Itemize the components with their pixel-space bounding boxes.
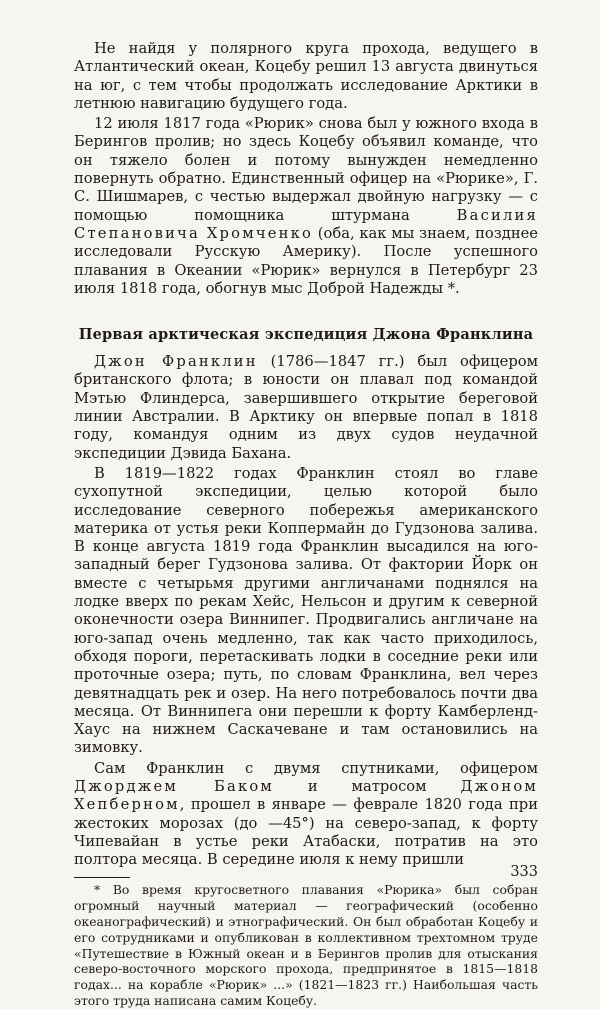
page-number: 333 (510, 864, 538, 880)
winter-march-text-b: и матросом (274, 777, 461, 795)
franklin-intro-text: (1786—1847 гг.) был офицером британского флота; в юности он плавал под командой Мэтью Флиндерса, завершившего открытие береговой линии Австралии. В Арктику он впервые попал в 1818 году, командуя одним из двух судов неудачной экспедиции Дэвида Бахана. (74, 353, 538, 462)
paragraph-franklin-intro (74, 353, 538, 463)
footnote: * Во время кругосветного плавания «Рюрика» был собран огромный научный материал — географический (особенно океанографический) и этнографический. Он был обработан Коцебу и его сотрудниками и опубликован в коллективном трехтомном труде «Путешествие в Южный океан и в Берингов пролив для отыскания северо-восточного морского прохода, предпринятое в 1815—1818 годах... на корабле «Рюрик» ...» (1821—1823 гг.) Наибольшая часть этого труда написана самим Коцебу. (74, 882, 538, 1009)
khromchenko-name: Василия Степановича Хромченко (74, 206, 538, 242)
paragraph-winter-march (74, 760, 538, 870)
back-name: Джорджем Баком (74, 777, 275, 795)
winter-march-text-c: , прошел в январе — феврале 1820 года при жестоких морозах (до —45°) на северо-запад, к форту Чипевайан в устье реки Атабаски, потратив на это полтора месяца. В середине июля к нему пришли (74, 796, 538, 869)
section-heading: Первая арктическая экспедиция Джона Франклина (78, 326, 534, 344)
paragraph-kotzebue-south: Не найдя у полярного круга прохода, ведущего в Атлантический океан, Коцебу решил 13 августа двинуться на юг, с тем чтобы продолжать исследование Арктики в летнюю навигацию будущего года. (74, 40, 538, 112)
winter-march-text-a: Сам Франклин с двумя спутниками, офицером (94, 759, 538, 777)
paragraph-land-expedition: В 1819—1822 годах Франклин стоял во главе сухопутной экспедиции, целью которой было исследование северного побережья американского материка от устья реки Коппермайн до Гудзонова залива. В конце августа 1819 года Франклин высадился на юго-западный берег Гудзонова залива. От фактории Йорк он вместе с четырьмя другими англичанами поднялся на лодке вверх по рекам Хейс, Нельсон и другим к северной оконечности озера Виннипег. Продвигались англичане на юго-запад очень медленно, так как часто приходилось, обходя пороги, перетаскивать лодки в соседние реки или проточные озера; путь, по словам Франклина, вел через девятнадцать рек и озер. На него потребовалось почти два месяца. От Виннипега они перешли к форту Камберленд-Хаус на нижнем Саскачеване и там остановились на зимовку. (74, 464, 538, 757)
rurik-return-text-b: (оба, как мы знаем, позднее исследовали Русскую Америку). После успешного плавания в Океании «Рюрик» вернулся в Петербург 23 июля 1818 года, обогнув мыс Доброй Надежды *. (74, 224, 539, 297)
hepburn-name: Джоном Хепберном (74, 777, 538, 814)
paragraph-rurik-return (74, 115, 538, 298)
franklin-name: Джон Франклин (94, 353, 258, 371)
footnote-divider (74, 877, 130, 878)
rurik-return-text-a: 12 июля 1817 года «Рюрик» снова был у южного входа в Берингов пролив; но здесь Коцебу объявил команде, что он тяжело болен и потому вынужден немедленно повернуть обратно. Единственный офицер на «Рюрике», Г. С. Шишмарев, с честью выдержал двойную нагрузку — с помощью помощника штурмана (74, 115, 538, 224)
